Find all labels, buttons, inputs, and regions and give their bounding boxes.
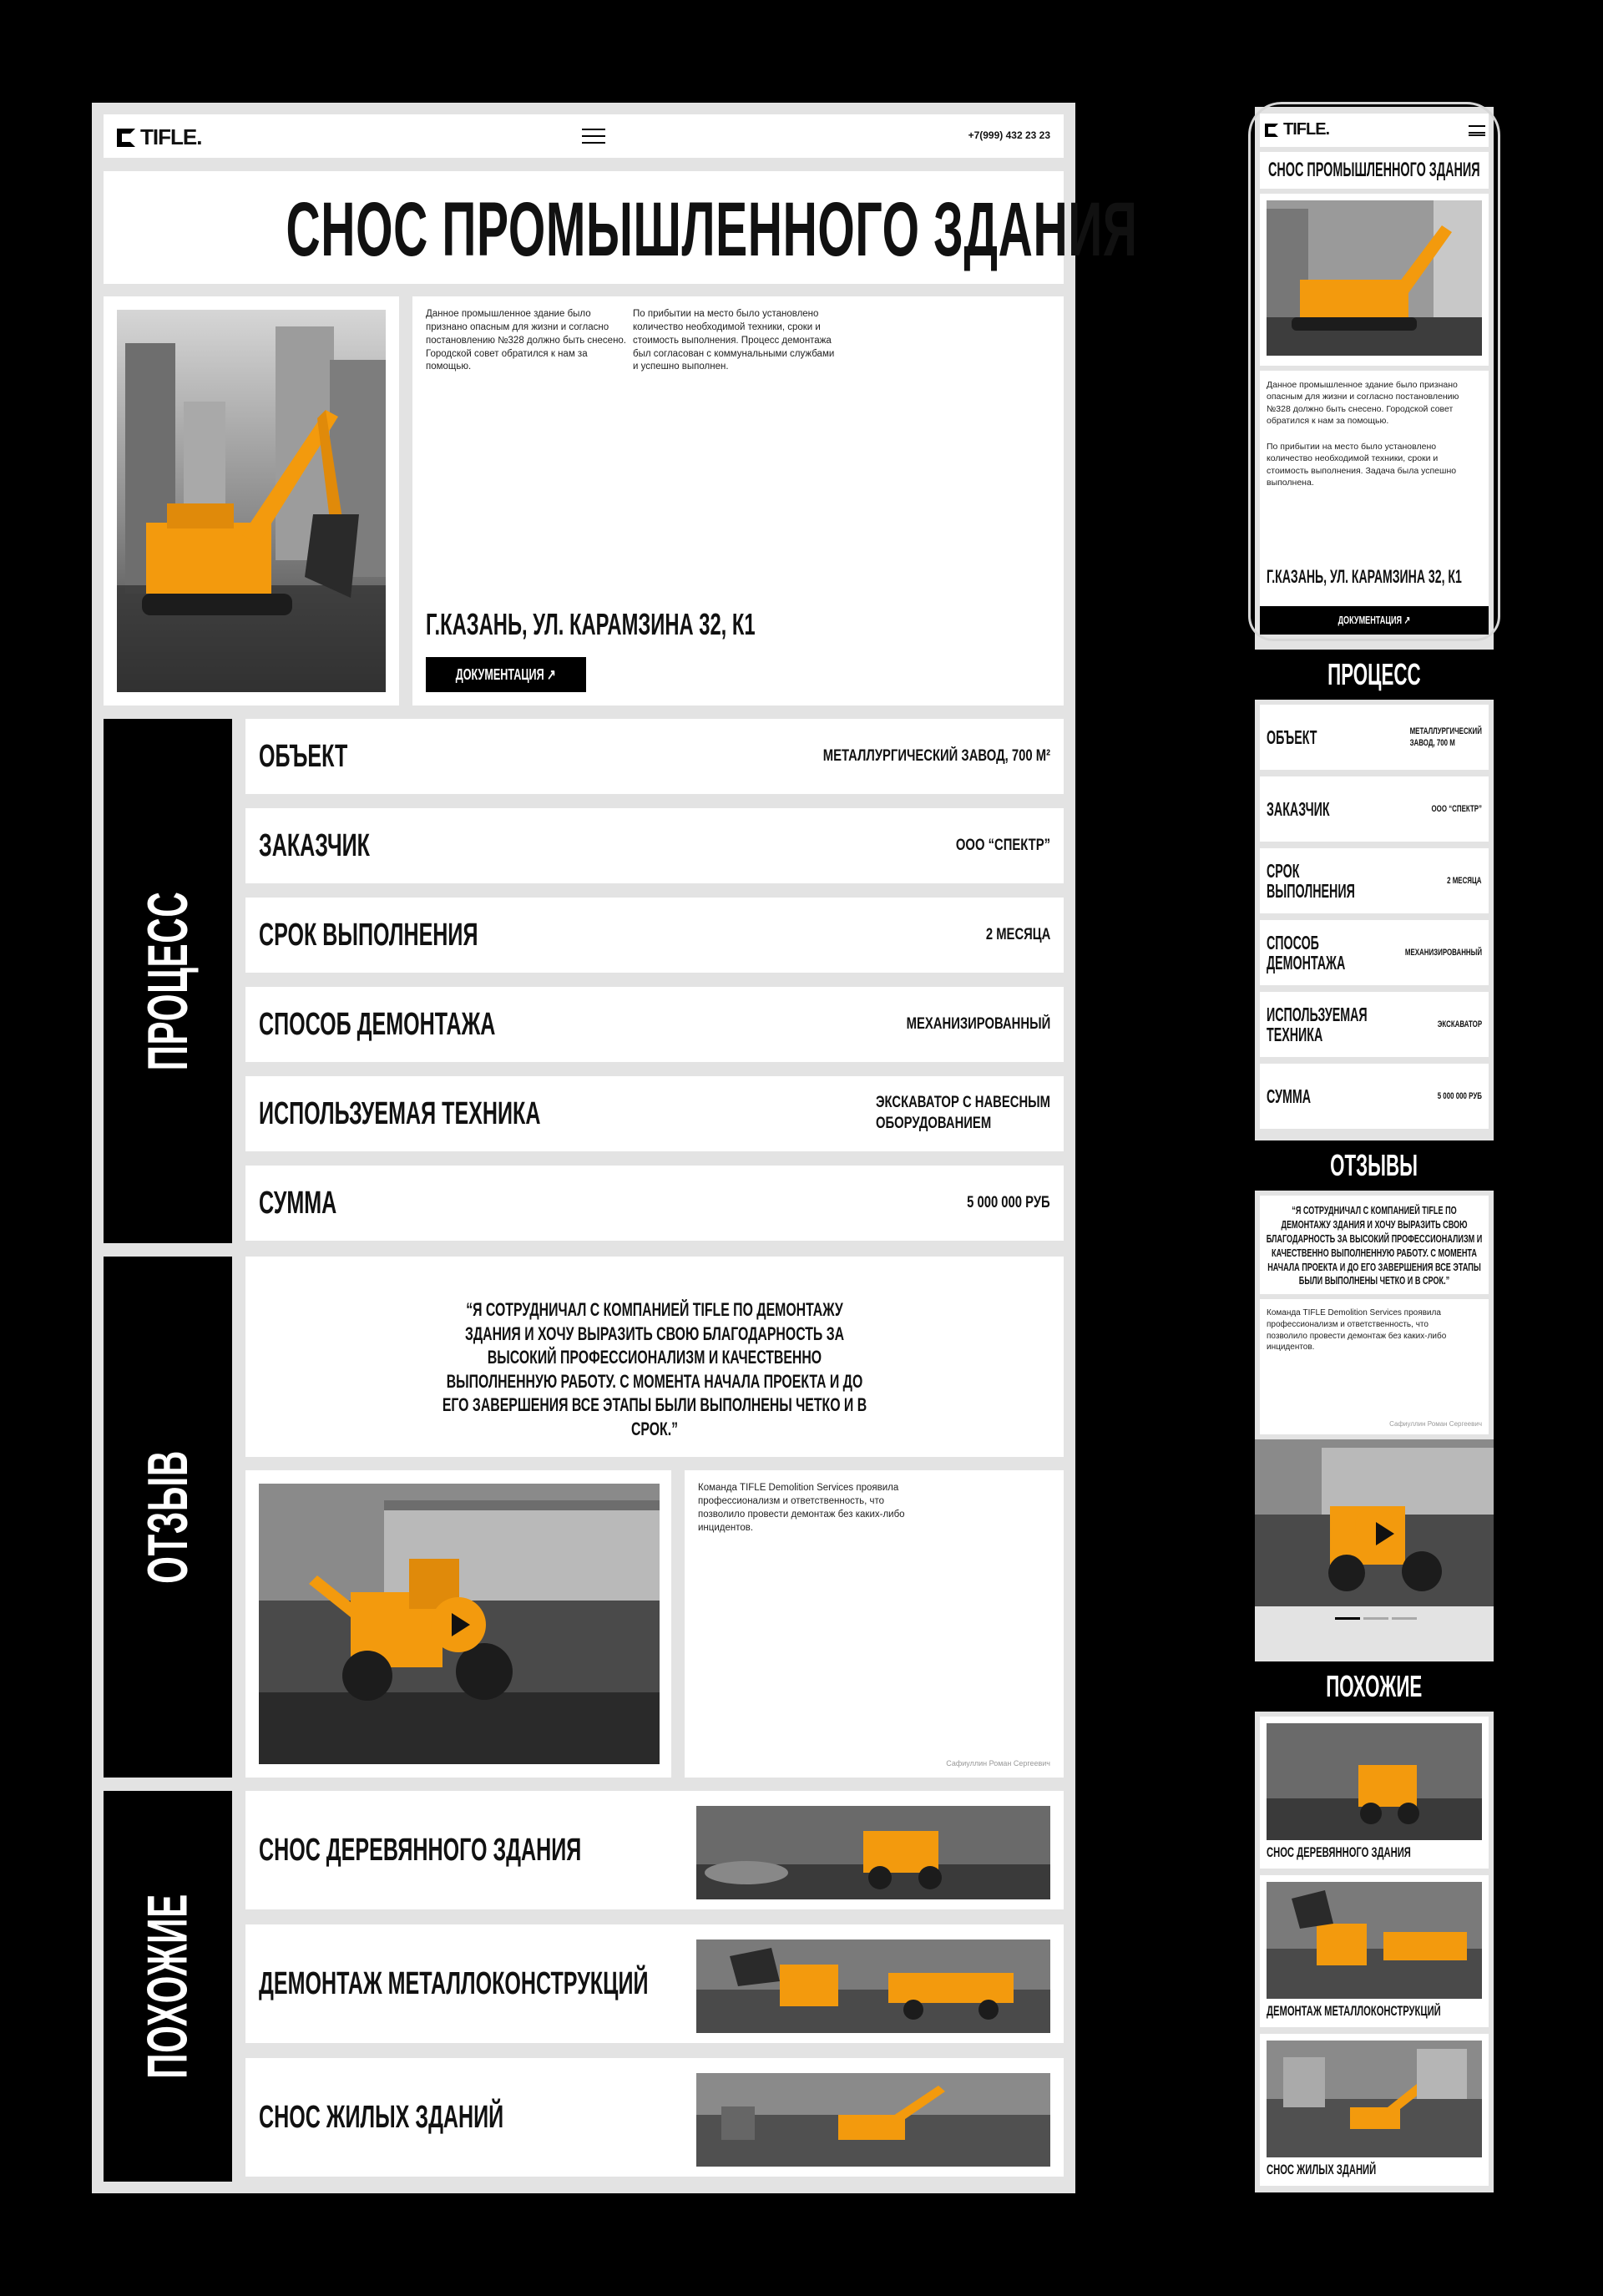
similar-card[interactable]: ДЕМОНТАЖ МЕТАЛЛОКОНСТРУКЦИЙ xyxy=(1260,1875,1489,2027)
process-row: ЗАКАЗЧИК ООО “СПЕКТР” xyxy=(1260,776,1489,842)
hero-info-panel xyxy=(412,296,1064,705)
review-quote: “Я СОТРУДНИЧАЛ С КОМПАНИЕЙ TIFLE ПО ДЕМОНТАЖУ ЗДАНИЯ И ХОЧУ ВЫРАЗИТЬ СВОЮ БЛАГОДАРНОСТЬ ЗА ВЫСОКИЙ ПРОФЕССИОНАЛИЗМ И КАЧЕСТВЕННО ВЫПОЛНЕННУЮ РАБОТУ. С МОМЕНТА НАЧАЛА ПРОЕКТА И ДО ЕГО ЗАВЕРШЕНИЯ ВСЕ ЭТАПЫ БЫЛИ ВЫПОЛНЕНЫ ЧЕТКО И В СРОК.” xyxy=(442,1299,867,1439)
carousel-dot-active[interactable] xyxy=(1335,1617,1360,1620)
similar-card[interactable]: СНОС ЖИЛЫХ ЗДАНИЙ xyxy=(245,2058,1064,2177)
hero-paragraph-2: По прибытии на место было установлено количество необходимой техники, сроки и стоимость выполнения. Процесс демонтажа был согласован с коммунальными службами и успешно выполнен. xyxy=(633,309,835,372)
process-label-bar xyxy=(104,719,232,1243)
mobile-quote-panel xyxy=(1260,1196,1489,1294)
mobile-info-panel xyxy=(1260,371,1489,635)
similar-image xyxy=(696,2073,1050,2167)
documentation-button[interactable]: ДОКУМЕНТАЦИЯ ↗ xyxy=(426,657,586,692)
review-author: Сафиуллин Роман Сергеевич xyxy=(946,1759,1050,1768)
similar-card[interactable]: СНОС ЖИЛЫХ ЗДАНИЙ xyxy=(1260,2034,1489,2186)
site-header xyxy=(104,114,1064,158)
review-author: Сафиуллин Роман Сергеевич xyxy=(1389,1420,1482,1428)
project-address: Г.КАЗАНЬ, УЛ. КАРАМЗИНА 32, К1 xyxy=(1267,566,1462,587)
review-quote: “Я СОТРУДНИЧАЛ С КОМПАНИЕЙ TIFLE ПО ДЕМОНТАЖУ ЗДАНИЯ И ХОЧУ ВЫРАЗИТЬ СВОЮ БЛАГОДАРНОСТЬ ЗА ВЫСОКИЙ ПРОФЕССИОНАЛИЗМ И КАЧЕСТВЕННО ВЫПОЛНЕННУЮ РАБОТУ. С МОМЕНТА НАЧАЛА ПРОЕКТА И ДО ЕГО ЗАВЕРШЕНИЯ ВСЕ ЭТАПЫ БЫЛИ ВЫПОЛНЕНЫ ЧЕТКО И В СРОК.” xyxy=(1266,1204,1483,1287)
hero-paragraph-2: По прибытии на место было установлено количество необходимой техники, сроки и стоимость выполнения. Задача была успешно выполнена. xyxy=(1267,442,1457,488)
similar-image xyxy=(1267,1723,1482,1840)
review-label: ОТЗЫВ xyxy=(136,1450,200,1584)
mobile-mockup xyxy=(1255,107,1494,2192)
process-row: СРОК ВЫПОЛНЕНИЯ 2 МЕСЯЦА xyxy=(245,898,1064,973)
mobile-title-panel xyxy=(1260,152,1489,189)
process-row: СУММА 5 000 000 РУБ xyxy=(245,1166,1064,1241)
similar-image xyxy=(696,1939,1050,2033)
documentation-button[interactable]: ДОКУМЕНТАЦИЯ ↗ xyxy=(1260,606,1489,635)
process-label: ПРОЦЕСС xyxy=(136,891,200,1071)
page-title: СНОС ПРОМЫШЛЕННОГО ЗДАНИЯ xyxy=(286,187,1138,272)
logo-mark-icon xyxy=(1265,124,1278,137)
process-row: ЗАКАЗЧИК ООО “СПЕКТР” xyxy=(245,808,1064,883)
hamburger-icon[interactable] xyxy=(1469,125,1485,136)
similar-card[interactable]: ДЕМОНТАЖ МЕТАЛЛОКОНСТРУКЦИЙ xyxy=(245,1924,1064,2043)
logo[interactable]: TIFLE. xyxy=(117,124,201,150)
logo[interactable]: TIFLE. xyxy=(1265,120,1329,139)
review-label-bar xyxy=(104,1257,232,1778)
review-video-panel xyxy=(245,1470,671,1778)
carousel-dot[interactable] xyxy=(1363,1617,1388,1620)
carousel-dot[interactable] xyxy=(1392,1617,1417,1620)
logo-mark-icon xyxy=(117,129,135,147)
mobile-reviews-heading: ОТЗЫВЫ xyxy=(1255,1140,1494,1191)
hamburger-icon[interactable] xyxy=(582,129,605,144)
process-row: ИСПОЛЬЗУЕМАЯ ТЕХНИКА ЭКСКАВАТОР xyxy=(1260,992,1489,1057)
review-quote-panel xyxy=(245,1257,1064,1457)
similar-image xyxy=(696,1806,1050,1899)
hero-image-panel xyxy=(104,296,399,705)
mobile-review-text-panel xyxy=(1260,1299,1489,1434)
hero-paragraph-1: Данное промышленное здание было признано опасным для жизни и согласно постановлению №328 должно быть снесено. Городской совет обратился к нам за помощью. xyxy=(1267,380,1459,427)
process-row: ОБЪЕКТ МЕТАЛЛУРГИЧЕСКИЙ ЗАВОД, 700 М xyxy=(1260,705,1489,770)
mobile-similar-heading: ПОХОЖИЕ xyxy=(1255,1661,1494,1712)
excavator-photo xyxy=(117,310,386,692)
process-row: СРОК ВЫПОЛНЕНИЯ 2 МЕСЯЦА xyxy=(1260,848,1489,913)
page-title: СНОС ПРОМЫШЛЕННОГО ЗДАНИЯ xyxy=(1268,159,1480,181)
excavator-photo xyxy=(1267,200,1482,356)
play-icon[interactable] xyxy=(431,1597,486,1652)
desktop-mockup xyxy=(92,103,1138,2193)
review-text: Команда TIFLE Demolition Services проявила профессионализм и ответственность, что позволило провести демонтаж без каких-либо инцидентов. xyxy=(698,1483,905,1533)
play-icon[interactable] xyxy=(1355,1506,1393,1545)
process-row: ОБЪЕКТ МЕТАЛЛУРГИЧЕСКИЙ ЗАВОД, 700 М² xyxy=(245,719,1064,794)
project-address: Г.КАЗАНЬ, УЛ. КАРАМЗИНА 32, К1 xyxy=(426,607,756,641)
similar-label: ПОХОЖИЕ xyxy=(136,1894,200,2079)
process-row: СПОСОБ ДЕМОНТАЖА МЕХАНИЗИРОВАННЫЙ xyxy=(1260,920,1489,985)
mobile-process-heading: ПРОЦЕСС xyxy=(1255,650,1494,700)
process-row: ИСПОЛЬЗУЕМАЯ ТЕХНИКА ЭКСКАВАТОР С НАВЕСНЫМ ОБОРУДОВАНИЕМ xyxy=(245,1076,1064,1151)
hero-paragraph-1: Данное промышленное здание было признано опасным для жизни и согласно постановлению №328 должно быть снесено. Городской совет обратился к нам за помощью. xyxy=(426,309,627,372)
similar-image xyxy=(1267,2041,1482,2157)
mobile-header xyxy=(1260,114,1489,147)
process-row: СПОСОБ ДЕМОНТАЖА МЕХАНИЗИРОВАННЫЙ xyxy=(245,987,1064,1062)
similar-card[interactable]: СНОС ДЕРЕВЯННОГО ЗДАНИЯ xyxy=(1260,1717,1489,1869)
title-panel xyxy=(104,171,1138,284)
similar-image xyxy=(1267,1882,1482,1999)
review-text: Команда TIFLE Demolition Services проявила профессионализм и ответственность, что позволило провести демонтаж без каких-либо инцидентов. xyxy=(1267,1308,1447,1353)
phone-number[interactable]: +7(999) 432 23 23 xyxy=(968,129,1050,141)
review-text-panel xyxy=(685,1470,1064,1778)
similar-label-bar xyxy=(104,1791,232,2182)
similar-card[interactable]: СНОС ДЕРЕВЯННОГО ЗДАНИЯ xyxy=(245,1791,1064,1909)
mobile-hero-image-panel xyxy=(1260,194,1489,366)
process-row: СУММА 5 000 000 РУБ xyxy=(1260,1064,1489,1129)
